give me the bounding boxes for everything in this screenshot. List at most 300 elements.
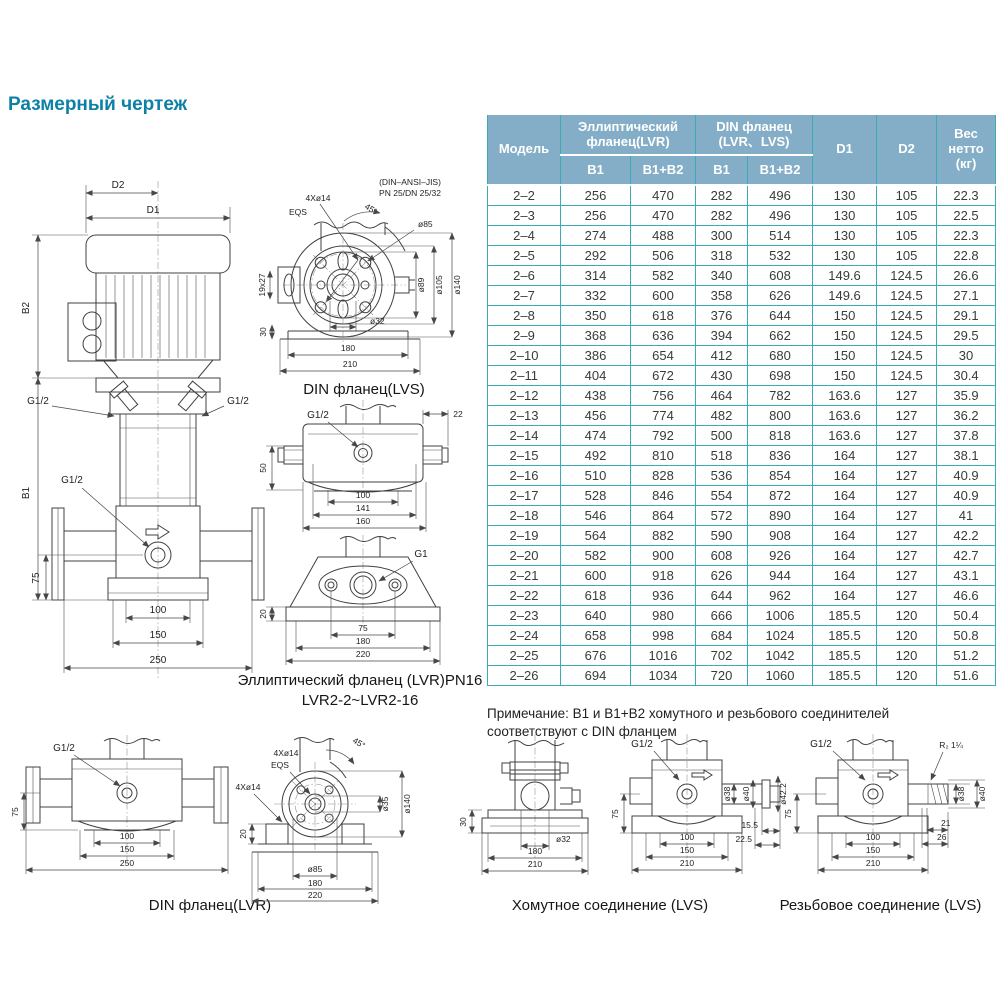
table-cell: 492 (561, 446, 631, 466)
table-row (488, 266, 996, 286)
table-cell: 29.1 (937, 306, 996, 326)
table-cell: 164 (813, 446, 877, 466)
table-cell: 149.6 (813, 286, 877, 306)
table-cell: 2–22 (488, 586, 561, 606)
dim-b2: B2 (21, 301, 32, 315)
table-cell: 590 (696, 526, 748, 546)
table-note: Примечание: В1 и В1+В2 хомутного и резьбового соединителей соответствуют с DIN фланцем (487, 705, 890, 739)
table-cell: 658 (561, 626, 631, 646)
table-row (488, 366, 996, 386)
table-cell: 608 (748, 266, 813, 286)
dim-89: ø89 (416, 277, 426, 293)
dim-40: ø40 (977, 786, 987, 802)
table-cell: 2–2 (488, 185, 561, 206)
table-cell: 130 (813, 185, 877, 206)
table-row (488, 586, 996, 606)
label-r2: R₂ 1¼ (939, 740, 963, 750)
table-row (488, 486, 996, 506)
table-cell: 464 (696, 386, 748, 406)
table-cell: 105 (877, 246, 937, 266)
table-cell: 470 (631, 206, 696, 226)
table-cell: 36.2 (937, 406, 996, 426)
table-cell: 124.5 (877, 366, 937, 386)
table-cell: 185.5 (813, 666, 877, 686)
table-cell: 185.5 (813, 606, 877, 626)
dim-38: ø38 (722, 786, 732, 802)
dim-22: 22 (453, 409, 463, 419)
table-cell: 37.8 (937, 426, 996, 446)
table-cell: 702 (696, 646, 748, 666)
table-cell: 150 (813, 306, 877, 326)
table-cell: 546 (561, 506, 631, 526)
dim-75: 75 (783, 809, 793, 819)
dim-slot: 19x27 (257, 273, 267, 297)
table-cell: 2–18 (488, 506, 561, 526)
dim-75: 75 (10, 807, 20, 817)
table-cell: 2–9 (488, 326, 561, 346)
table-cell: 358 (696, 286, 748, 306)
table-cell: 22.5 (937, 206, 996, 226)
label-g12: G1/2 (53, 743, 75, 754)
table-cell: 532 (748, 246, 813, 266)
dim-30: 30 (458, 817, 468, 827)
dim-b1: B1 (21, 486, 32, 500)
label-bolt-holes-2: 4Xø14 (235, 782, 261, 792)
table-cell: 2–12 (488, 386, 561, 406)
table-cell: 2–5 (488, 246, 561, 266)
caption-din-lvr: DIN фланец(LVR) (148, 897, 272, 914)
dim-100: 100 (149, 605, 167, 616)
label-g12-drain: G1/2 (61, 475, 83, 486)
col-din-flange: DIN фланец (LVR、LVS) (696, 114, 813, 155)
table-cell: 618 (631, 306, 696, 326)
table-cell: 1060 (748, 666, 813, 686)
table-cell: 2–15 (488, 446, 561, 466)
label-pn: PN 25/DN 25/32 (379, 188, 441, 198)
table-cell: 2–24 (488, 626, 561, 646)
table-row (488, 386, 996, 406)
table-cell: 163.6 (813, 406, 877, 426)
table-cell: 496 (748, 206, 813, 226)
table-cell: 908 (748, 526, 813, 546)
table-row (488, 346, 996, 366)
dim-26: 26 (937, 832, 947, 842)
table-cell: 127 (877, 466, 937, 486)
table-body (488, 185, 996, 686)
table-row (488, 306, 996, 326)
table-cell: 694 (561, 666, 631, 686)
col-d2: D2 (877, 114, 937, 185)
dim-141: 141 (355, 503, 371, 513)
label-g12-left: G1/2 (27, 396, 49, 407)
caption-elliptical-line2: LVR2-2~LVR2-16 (301, 692, 419, 709)
table-cell: 105 (877, 185, 937, 206)
label-bolt-holes: 4Xø14 (305, 193, 331, 203)
table-cell: 350 (561, 306, 631, 326)
table-cell: 124.5 (877, 266, 937, 286)
table-cell: 46.6 (937, 586, 996, 606)
table-cell: 124.5 (877, 306, 937, 326)
table-cell: 792 (631, 426, 696, 446)
table-cell: 518 (696, 446, 748, 466)
table-row (488, 526, 996, 546)
dim-100: 100 (119, 831, 135, 841)
dim-75: 75 (31, 572, 42, 584)
table-cell: 35.9 (937, 386, 996, 406)
table-cell: 582 (631, 266, 696, 286)
dim-220: 220 (355, 649, 371, 659)
table-cell: 482 (696, 406, 748, 426)
table-row (488, 226, 996, 246)
table-cell: 618 (561, 586, 631, 606)
col-b1-din: B1 (696, 155, 748, 185)
table-cell: 164 (813, 466, 877, 486)
table-cell: 124.5 (877, 326, 937, 346)
table-cell: 22.3 (937, 185, 996, 206)
dim-210: 210 (865, 858, 881, 868)
table-cell: 127 (877, 386, 937, 406)
table-cell: 130 (813, 206, 877, 226)
dimensions-table (487, 113, 995, 686)
table-cell: 864 (631, 506, 696, 526)
table-row (488, 286, 996, 306)
elliptical-flange-side-drawing (258, 398, 470, 535)
table-row (488, 506, 996, 526)
table-cell: 42.7 (937, 546, 996, 566)
table-cell: 163.6 (813, 426, 877, 446)
pump-front-drawing (8, 163, 268, 698)
table-cell: 698 (748, 366, 813, 386)
dim-40: ø40 (741, 786, 751, 802)
table-cell: 644 (696, 586, 748, 606)
dim-75: 75 (358, 623, 368, 633)
dim-d1: D1 (146, 205, 160, 216)
table-row (488, 426, 996, 446)
table-cell: 42.2 (937, 526, 996, 546)
label-eqs: EQS (271, 760, 289, 770)
table-cell: 456 (561, 406, 631, 426)
table-cell: 2–14 (488, 426, 561, 446)
clamp-connection-view1-drawing (460, 732, 612, 894)
table-cell: 51.2 (937, 646, 996, 666)
table-cell: 105 (877, 226, 937, 246)
table-cell: 782 (748, 386, 813, 406)
table-cell: 488 (631, 226, 696, 246)
table-cell: 500 (696, 426, 748, 446)
dim-180: 180 (527, 846, 543, 856)
table-cell: 836 (748, 446, 813, 466)
table-cell: 292 (561, 246, 631, 266)
dim-220: 220 (307, 890, 323, 900)
table-cell: 872 (748, 486, 813, 506)
table-row (488, 185, 996, 206)
table-row (488, 206, 996, 226)
col-b1: B1 (561, 155, 631, 185)
dim-210: 210 (527, 859, 543, 869)
dim-50: 50 (258, 463, 268, 473)
table-cell: 164 (813, 486, 877, 506)
dim-d2: D2 (111, 180, 125, 191)
table-cell: 684 (696, 626, 748, 646)
table-cell: 514 (748, 226, 813, 246)
table-cell: 536 (696, 466, 748, 486)
table-cell: 470 (631, 185, 696, 206)
table-cell: 50.4 (937, 606, 996, 626)
table-cell: 274 (561, 226, 631, 246)
table-cell: 756 (631, 386, 696, 406)
table-cell: 720 (696, 666, 748, 686)
table-cell: 2–7 (488, 286, 561, 306)
table-cell: 1034 (631, 666, 696, 686)
dim-100: 100 (679, 832, 695, 842)
dim-100: 100 (355, 490, 371, 500)
dim-85: ø85 (418, 219, 433, 229)
table-cell: 130 (813, 246, 877, 266)
table-cell: 636 (631, 326, 696, 346)
table-cell: 164 (813, 506, 877, 526)
dim-180: 180 (307, 878, 323, 888)
table-cell: 662 (748, 326, 813, 346)
table-cell: 554 (696, 486, 748, 506)
table-cell: 608 (696, 546, 748, 566)
label-45deg: 45° (350, 735, 368, 751)
table-row (488, 566, 996, 586)
label-g12-right: G1/2 (227, 396, 249, 407)
table-cell: 2–3 (488, 206, 561, 226)
table-cell: 2–17 (488, 486, 561, 506)
table-cell: 127 (877, 566, 937, 586)
table-cell: 572 (696, 506, 748, 526)
table-cell: 2–13 (488, 406, 561, 426)
table-cell: 164 (813, 586, 877, 606)
table-cell: 164 (813, 526, 877, 546)
table-cell: 50.8 (937, 626, 996, 646)
caption-clamp-connection: Хомутное соединение (LVS) (511, 897, 709, 914)
table-cell: 854 (748, 466, 813, 486)
table-cell: 962 (748, 586, 813, 606)
table-cell: 40.9 (937, 466, 996, 486)
label-g1: G1 (414, 549, 428, 560)
caption-elliptical-flange (235, 672, 485, 709)
elliptical-flange-bottom-drawing (258, 533, 470, 668)
label-eqs: EQS (289, 207, 307, 217)
table-cell: 105 (877, 206, 937, 226)
table-cell: 2–23 (488, 606, 561, 626)
table-row (488, 406, 996, 426)
table-cell: 127 (877, 446, 937, 466)
table-cell: 936 (631, 586, 696, 606)
table-cell: 149.6 (813, 266, 877, 286)
din-flange-lvs-drawing (258, 173, 470, 380)
table-cell: 332 (561, 286, 631, 306)
table-cell: 2–6 (488, 266, 561, 286)
caption-threaded-connection: Резьбовое соединение (LVS) (779, 897, 982, 914)
table-cell: 2–19 (488, 526, 561, 546)
table-cell: 41 (937, 506, 996, 526)
threaded-connection-drawing (783, 732, 995, 894)
dim-15-5: 15.5 (741, 820, 758, 830)
table-cell: 1006 (748, 606, 813, 626)
table-cell: 626 (748, 286, 813, 306)
dim-35: ø35 (380, 796, 390, 812)
dim-250: 250 (149, 655, 167, 666)
din-flange-lvr-side-drawing (12, 733, 242, 895)
table-cell: 654 (631, 346, 696, 366)
dim-160: 160 (355, 516, 371, 526)
dim-32: ø32 (370, 316, 385, 326)
table-cell: 818 (748, 426, 813, 446)
table-cell: 582 (561, 546, 631, 566)
col-elliptical-flange: Эллиптический фланец(LVR) (561, 114, 696, 155)
table-cell: 22.8 (937, 246, 996, 266)
table-cell: 882 (631, 526, 696, 546)
table-cell: 51.6 (937, 666, 996, 686)
table-cell: 918 (631, 566, 696, 586)
table-cell: 528 (561, 486, 631, 506)
table-cell: 150 (813, 326, 877, 346)
page-title: Размерный чертеж (8, 94, 188, 115)
dim-20: 20 (258, 609, 268, 619)
table-row (488, 466, 996, 486)
col-b1b2: B1+B2 (631, 155, 696, 185)
table-cell: 394 (696, 326, 748, 346)
table-cell: 890 (748, 506, 813, 526)
table-cell: 564 (561, 526, 631, 546)
table-cell: 900 (631, 546, 696, 566)
table-cell: 30 (937, 346, 996, 366)
table-cell: 150 (813, 366, 877, 386)
table-cell: 150 (813, 346, 877, 366)
table-cell: 300 (696, 226, 748, 246)
label-g12: G1/2 (631, 739, 653, 750)
col-model: Модель (488, 114, 561, 185)
label-g12: G1/2 (810, 739, 832, 750)
table-cell: 800 (748, 406, 813, 426)
table-row (488, 666, 996, 686)
table-cell: 676 (561, 646, 631, 666)
table-cell: 282 (696, 206, 748, 226)
caption-elliptical-line1: Эллиптический фланец (LVR)PN16 (237, 672, 483, 689)
dim-42-2: ø42.2 (778, 783, 788, 805)
table-cell: 600 (561, 566, 631, 586)
table-cell: 2–8 (488, 306, 561, 326)
dim-22-5: 22.5 (735, 834, 752, 844)
table-cell: 1024 (748, 626, 813, 646)
table-cell: 640 (561, 606, 631, 626)
dim-180: 180 (340, 343, 356, 353)
table-cell: 1042 (748, 646, 813, 666)
table-cell: 127 (877, 586, 937, 606)
table-cell: 30.4 (937, 366, 996, 386)
table-cell: 496 (748, 185, 813, 206)
col-weight: Вес нетто (кг) (937, 114, 996, 185)
table-cell: 680 (748, 346, 813, 366)
label-bolt-holes: 4Xø14 (273, 748, 299, 758)
table-cell: 120 (877, 646, 937, 666)
table-cell: 672 (631, 366, 696, 386)
table-cell: 130 (813, 226, 877, 246)
table-cell: 1016 (631, 646, 696, 666)
table-row (488, 646, 996, 666)
table-cell: 2–11 (488, 366, 561, 386)
dim-21: 21 (941, 818, 951, 828)
table-cell: 510 (561, 466, 631, 486)
dim-85: ø85 (307, 864, 323, 874)
table-cell: 256 (561, 206, 631, 226)
table-cell: 120 (877, 606, 937, 626)
table-cell: 2–21 (488, 566, 561, 586)
table-cell: 998 (631, 626, 696, 646)
table-cell: 2–4 (488, 226, 561, 246)
table-row (488, 446, 996, 466)
dim-140: ø140 (402, 794, 412, 814)
table-cell: 980 (631, 606, 696, 626)
dim-150: 150 (679, 845, 695, 855)
table-cell: 828 (631, 466, 696, 486)
table-cell: 506 (631, 246, 696, 266)
dim-150: 150 (865, 845, 881, 855)
table-cell: 163.6 (813, 386, 877, 406)
label-g12: G1/2 (307, 410, 329, 421)
table-cell: 127 (877, 426, 937, 446)
table-cell: 185.5 (813, 646, 877, 666)
table-cell: 926 (748, 546, 813, 566)
table-cell: 124.5 (877, 346, 937, 366)
table-cell: 626 (696, 566, 748, 586)
table-cell: 438 (561, 386, 631, 406)
col-b1b2-din: B1+B2 (748, 155, 813, 185)
dim-210: 210 (679, 858, 695, 868)
table-cell: 430 (696, 366, 748, 386)
table-cell: 164 (813, 546, 877, 566)
clamp-connection-view2-drawing (612, 732, 792, 894)
table-row (488, 606, 996, 626)
table-cell: 404 (561, 366, 631, 386)
table-cell: 282 (696, 185, 748, 206)
table-cell: 185.5 (813, 626, 877, 646)
dim-150: 150 (149, 630, 167, 641)
table-cell: 2–26 (488, 666, 561, 686)
table-cell: 774 (631, 406, 696, 426)
dim-180: 180 (355, 636, 371, 646)
dim-250: 250 (119, 858, 135, 868)
dim-100: 100 (865, 832, 881, 842)
table-cell: 43.1 (937, 566, 996, 586)
table-cell: 127 (877, 526, 937, 546)
dim-105: ø105 (434, 275, 444, 295)
table-row (488, 546, 996, 566)
table-cell: 22.3 (937, 226, 996, 246)
caption-din-lvs: DIN фланец(LVS) (303, 381, 425, 398)
table-cell: 127 (877, 546, 937, 566)
dim-30: 30 (258, 327, 268, 337)
table-cell: 810 (631, 446, 696, 466)
table-cell: 127 (877, 506, 937, 526)
table-cell: 600 (631, 286, 696, 306)
table-cell: 314 (561, 266, 631, 286)
col-d1: D1 (813, 114, 877, 185)
table-cell: 2–25 (488, 646, 561, 666)
table-cell: 340 (696, 266, 748, 286)
table-cell: 944 (748, 566, 813, 586)
table-cell: 474 (561, 426, 631, 446)
table-cell: 29.5 (937, 326, 996, 346)
table-cell: 127 (877, 406, 937, 426)
table-cell: 368 (561, 326, 631, 346)
table-cell: 120 (877, 626, 937, 646)
table-cell: 120 (877, 666, 937, 686)
table-cell: 666 (696, 606, 748, 626)
